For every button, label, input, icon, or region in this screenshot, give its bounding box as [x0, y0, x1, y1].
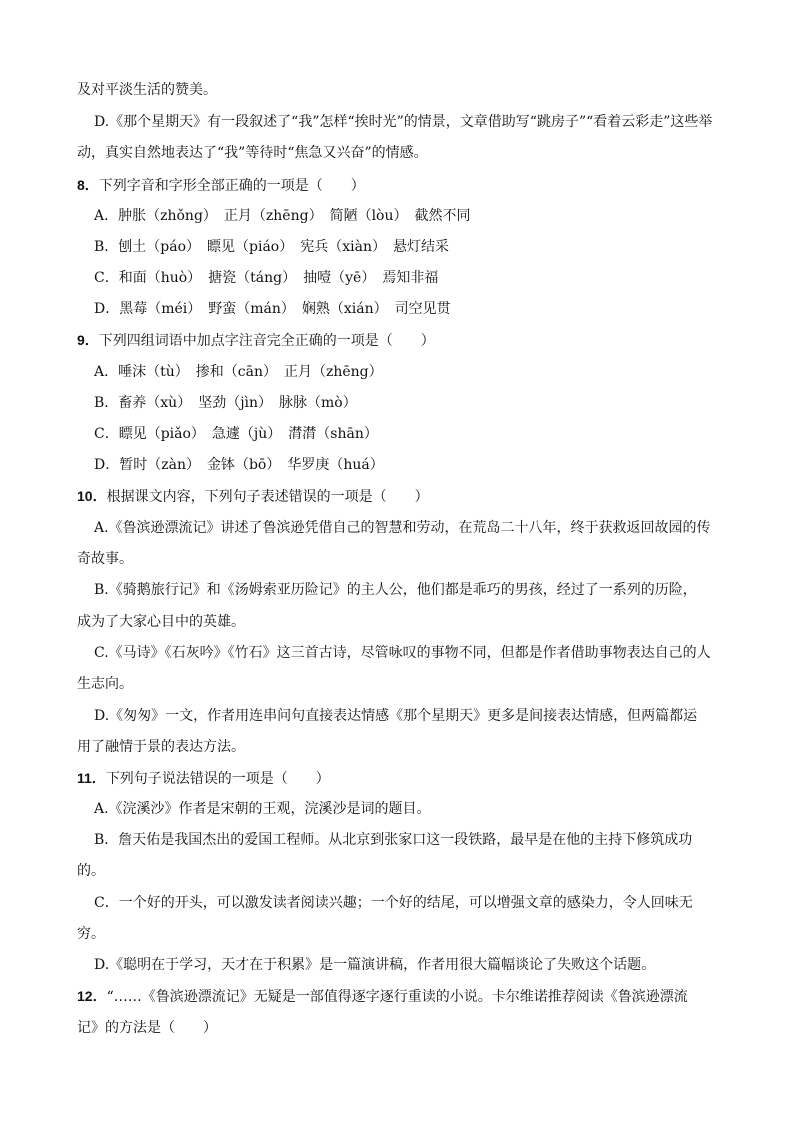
- q11-line-2: B．詹天佑是我国杰出的爱国工程师。从北京到张家口这一段铁路，最早是在他的主持下修筑成功: [94, 832, 693, 848]
- q11-line-3: 的。: [77, 863, 105, 879]
- q9-option-d: D．暂时（zàn） 金钵（bō） 华罗庚（huá）: [94, 457, 384, 473]
- intro-line-1: 及对平淡生活的赞美。: [77, 82, 217, 98]
- question-10: [77, 486, 429, 507]
- q9-option-a: A．唾沫（tù） 掺和（cān） 正月（zhēng）: [94, 364, 383, 380]
- q11-line-1: A.《浣溪沙》作者是宋朝的王观，浣溪沙是词的题目。: [94, 801, 431, 817]
- q8-option-c: C．和面（huò） 搪瓷（táng） 抽噎（yē） 焉知非福: [94, 270, 439, 286]
- question-stem: 下列四组词语中加点字注音完全正确的一项是（ ）: [98, 333, 435, 349]
- q10-line-1: A.《鲁滨逊漂流记》讲述了鲁滨逊凭借自己的智慧和劳动，在荒岛二十八年，终于获救返回故园的传: [94, 520, 711, 536]
- question-12: [77, 986, 688, 1007]
- q10-line-6: 生志向。: [77, 676, 133, 692]
- question-11: [77, 768, 330, 789]
- question-stem: 根据课文内容，下列句子表述错误的一项是（ ）: [106, 489, 429, 505]
- intro-line-3: 动，真实自然地表达了“我”等待时“焦急又兴奋”的情感。: [77, 145, 428, 161]
- q10-line-5: C.《马诗》《石灰吟》《竹石》这三首古诗，尽管咏叹的事物不同，但都是作者借助事物表达自己的人: [94, 645, 711, 661]
- question-stem: 下列句子说法错误的一项是（ ）: [105, 771, 330, 787]
- q10-line-2: 奇故事。: [77, 551, 133, 567]
- q11-line-5: 穷。: [77, 926, 105, 942]
- q10-line-3: B.《骑鹅旅行记》和《汤姆索亚历险记》的主人公，他们都是乖巧的男孩，经过了一系列的历险，: [94, 582, 697, 598]
- question-8: [77, 175, 365, 196]
- q8-option-a: A．肿胀（zhǒng） 正月（zhēng） 简陋（lòu） 截然不同: [94, 208, 471, 224]
- q11-line-4: C．一个好的开头，可以激发读者阅读兴趣；一个好的结尾，可以增强文章的感染力，令人回味无: [94, 895, 693, 911]
- q12-line-2: 记》的方法是（ ）: [77, 1020, 217, 1036]
- q10-line-4: 成为了大家心目中的英雄。: [77, 614, 245, 630]
- question-number: 11．: [77, 770, 106, 786]
- q8-option-d: D．黑莓（méi） 野蛮（mán） 娴熟（xián） 司空见贯: [94, 301, 451, 317]
- question-stem: 下列字音和字形全部正确的一项是（ ）: [98, 178, 365, 194]
- question-number: 8．: [77, 177, 99, 193]
- question-number: 12．: [77, 988, 107, 1004]
- q11-line-6: D.《聪明在于学习，天才在于积累》是一篇演讲稿，作者用很大篇幅谈论了失败这个话题。: [94, 957, 656, 973]
- question-number: 9．: [77, 332, 99, 348]
- q9-option-b: B．畜养（xù） 坚劲（jìn） 脉脉（mò）: [94, 395, 357, 411]
- q10-line-8: 用了融情于景的表达方法。: [77, 739, 245, 755]
- question-stem: “……《鲁滨逊漂流记》无疑是一部值得逐字逐行重读的小说。卡尔维诺推荐阅读《鲁滨逊漂流: [106, 989, 688, 1005]
- q8-option-b: B．刨土（páo） 瞟见（piáo） 宪兵（xiàn） 悬灯结采: [94, 239, 449, 255]
- question-9: [77, 330, 435, 351]
- q10-line-7: D.《匆匆》一文，作者用连串问句直接表达情感《那个星期天》更多是间接表达情感，但两篇都运: [94, 708, 698, 724]
- question-number: 10．: [77, 488, 107, 504]
- intro-line-2: D.《那个星期天》有一段叙述了“我”怎样“挨时光”的情景，文章借助写“跳房子”“看着云彩走”这些举: [94, 114, 713, 130]
- q9-option-c: C．瞟见（piǎo） 急遽（jù） 潸潸（shān）: [94, 426, 378, 442]
